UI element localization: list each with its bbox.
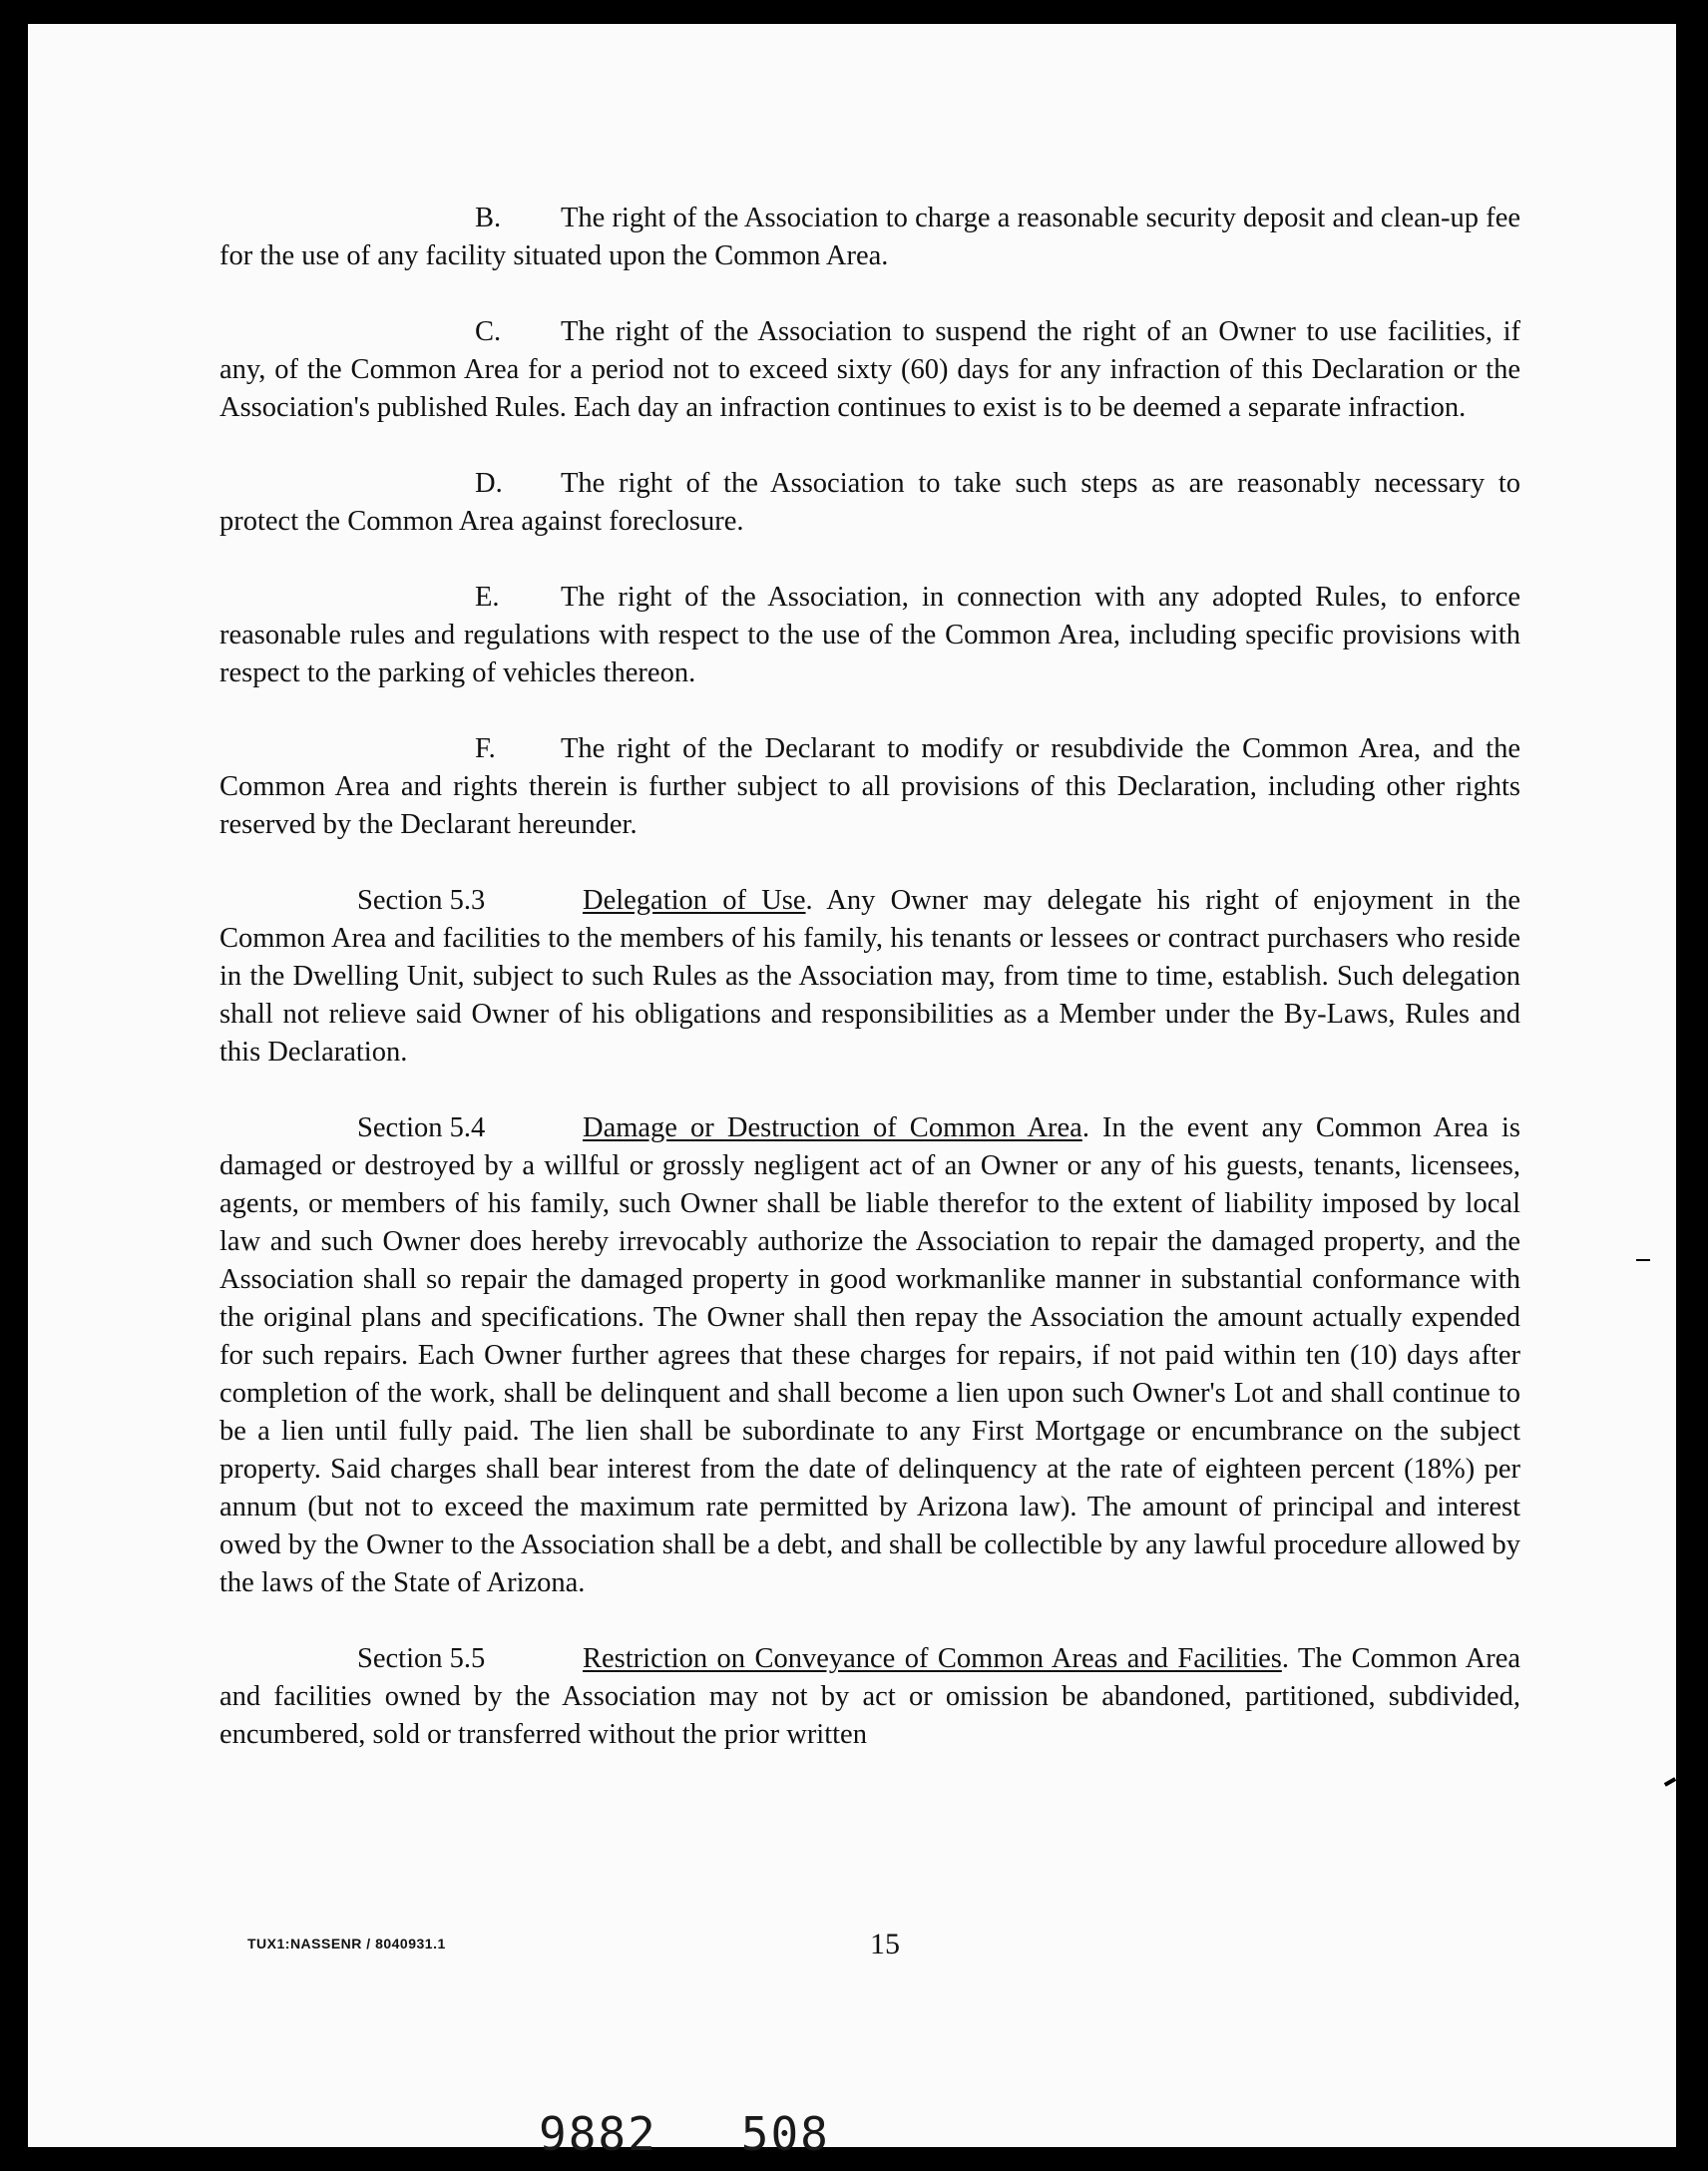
document-code: TUX1:NASSENR / 8040931.1 (247, 1936, 446, 1952)
scan-mark (1664, 1777, 1676, 1786)
paragraph-text: The right of the Association, in connection with any adopted Rules, to enforce reasonable rules and regulations with respect to the use of the Common Area, including specific provisions with respect to the parking of vehicles thereon. (219, 582, 1520, 688)
section-number: Section 5.3 (357, 885, 486, 916)
page-number: 15 (870, 1928, 900, 1960)
paragraph-text: The right of the Association to charge a reasonable security deposit and clean-up fee for the use of any facility situated upon the Common Area. (219, 203, 1520, 271)
paragraph-text: The right of the Association to suspend the right of an Owner to use facilities, if any, of the Common Area for a period not to exceed sixty (60) days for any infraction of this Declaration or the Association's published Rules. Each day an infraction continues to exist is to be deemed a separate infraction. (219, 316, 1520, 423)
paragraph-label: D. (475, 468, 503, 499)
paragraph-f (219, 730, 1520, 844)
document-page (28, 24, 1676, 2161)
paragraph-d (219, 465, 1520, 541)
scan-mark (1636, 1259, 1650, 1261)
docket-page: 508 (740, 2107, 830, 2161)
section-5-4 (219, 1109, 1520, 1602)
paragraph-e (219, 579, 1520, 692)
paragraph-text: The right of the Association to take such steps as are reasonably necessary to protect the Common Area against foreclosure. (219, 468, 1520, 537)
section-heading: Delegation of Use (583, 885, 806, 916)
document-body (219, 200, 1520, 1792)
section-text: . Any Owner may delegate his right of enjoyment in the Common Area and facilities to the members of his family, his tenants or lessees or contract purchasers who reside in the Dwelling Unit, subject to such Rules as the Association may, from time to time, establish. Such delegation shall not relieve said Owner of his obligations and responsibilities as a Member under the By-Laws, Rules and this Declaration. (219, 885, 1520, 1068)
section-text: . The Common Area and facilities owned by the Association may not by act or omission be abandoned, partitioned, subdivided, encumbered, sold or transferred without the prior written (219, 1643, 1520, 1750)
paragraph-label: B. (475, 203, 502, 233)
page-footer (247, 1928, 1564, 1967)
paragraph-text: The right of the Declarant to modify or resubdivide the Common Area, and the Common Area and rights therein is further subject to all provisions of this Declaration, including other rights reserved by the Declarant hereunder. (219, 733, 1520, 840)
section-heading: Damage or Destruction of Common Area (583, 1112, 1082, 1143)
paragraph-label: F. (475, 733, 496, 764)
section-5-5 (219, 1640, 1520, 1754)
section-text: . In the event any Common Area is damaged or destroyed by a willful or grossly negligent act of an Owner or any of his guests, tenants, licensees, agents, or members of his family, such Owner shall be liable therefor to the extent of liability imposed by local law and such Owner does hereby irrevocably authorize the Association to repair the damaged property, and the Association shall so repair the damaged property in good workmanlike manner in substantial conformance with the original plans and specifications. The Owner shall then repay the Association the amount actually expended for such repairs. Each Owner further agrees that these charges for repairs, if not paid within ten (10) days after completion of the work, shall be delinquent and shall become a lien upon such Owner's Lot and shall continue to be a lien until fully paid. The lien shall be subordinate to any First Mortgage or encumbrance on the subject property. Said charges shall bear interest from the date of delinquency at the rate of eighteen percent (18%) per annum (but not to exceed the maximum rate permitted by Arizona law). The amount of principal and interest owed by the Owner to the Association shall be a debt, and shall be collectible by any lawful procedure allowed by the laws of the State of Arizona. (219, 1112, 1520, 1598)
section-number: Section 5.4 (357, 1112, 486, 1143)
section-number: Section 5.5 (357, 1643, 486, 1674)
paragraph-label: E. (475, 582, 500, 613)
recording-stamp (539, 2107, 830, 2161)
section-5-3 (219, 882, 1520, 1072)
paragraph-label: C. (475, 316, 502, 347)
paragraph-c (219, 313, 1520, 427)
section-heading: Restriction on Conveyance of Common Areas and Facilities (583, 1643, 1282, 1674)
docket-number: 9882 (539, 2107, 657, 2161)
paragraph-b (219, 200, 1520, 275)
